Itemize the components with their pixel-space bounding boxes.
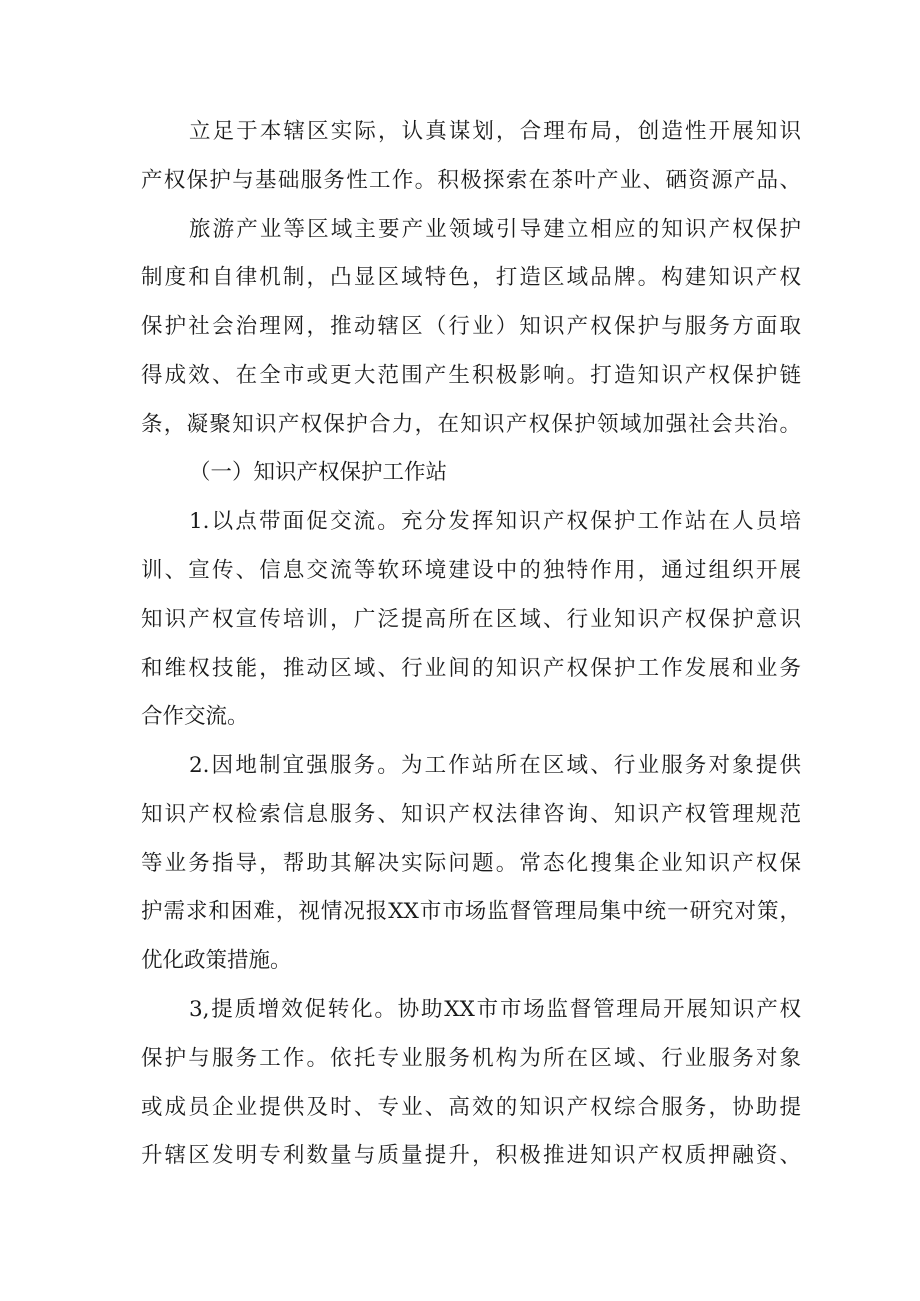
paragraph-line: 旅游产业等区域主要产业领域引导建立相应的知识产权保护: [189, 217, 801, 242]
paragraph-line: 条，凝聚知识产权保护合力，在知识产权保护领域加强社会共治。: [141, 412, 801, 437]
paragraph-line: 护需求和困难，视情况报XX市市场监督管理局集中统一研究对策，: [141, 899, 801, 924]
paragraph-line: 合作交流。: [141, 704, 249, 729]
paragraph-line: 等业务指导，帮助其解决实际问题。常态化搜集企业知识产权保: [141, 851, 801, 876]
paragraph-line: 和维权技能，推动区域、行业间的知识产权保护工作发展和业务: [141, 656, 801, 681]
paragraph-line: 立足于本辖区实际，认真谋划，合理布局，创造性开展知识: [189, 119, 801, 144]
section-heading: （一）知识产权保护工作站: [189, 460, 448, 485]
paragraph-line: 制度和自律机制，凸显区域特色，打造区域品牌。构建知识产权: [141, 265, 801, 290]
paragraph-line: 3,提质增效促转化。协助XX市市场监督管理局开展知识产权: [189, 997, 801, 1022]
paragraph-line: 保护与服务工作。依托专业服务机构为所在区域、行业服务对象: [141, 1046, 801, 1071]
paragraph-line: 训、宣传、信息交流等软环境建设中的独特作用，通过组织开展: [141, 558, 801, 583]
paragraph-line: 升辖区发明专利数量与质量提升，积极推进知识产权质押融资、: [141, 1143, 801, 1168]
paragraph-line: 保护社会治理网，推动辖区（行业）知识产权保护与服务方面取: [141, 314, 801, 339]
paragraph-line: 产权保护与基础服务性工作。积极探索在茶叶产业、硒资源产品、: [141, 168, 801, 193]
paragraph-line: 1.以点带面促交流。充分发挥知识产权保护工作站在人员培: [189, 509, 801, 534]
paragraph-line: 知识产权检索信息服务、知识产权法律咨询、知识产权管理规范: [141, 802, 801, 827]
paragraph-line: 知识产权宣传培训，广泛提高所在区域、行业知识产权保护意识: [141, 607, 801, 632]
paragraph-line: 2.因地制宜强服务。为工作站所在区域、行业服务对象提供: [189, 753, 801, 778]
paragraph-line: 优化政策措施。: [141, 948, 292, 973]
paragraph-line: 得成效、在全市或更大范围产生积极影响。打造知识产权保护链: [141, 363, 801, 388]
paragraph-line: 或成员企业提供及时、专业、高效的知识产权综合服务，协助提: [141, 1095, 801, 1120]
